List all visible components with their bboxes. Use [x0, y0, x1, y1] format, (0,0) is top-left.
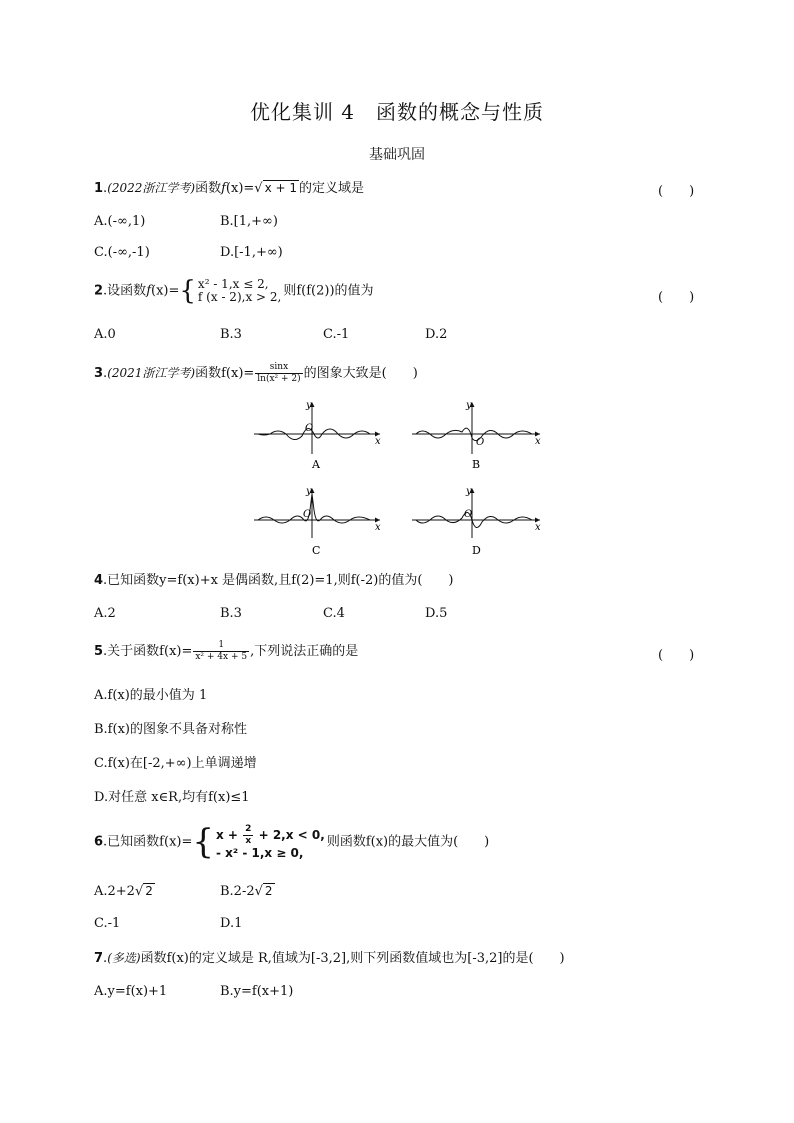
option-c: C.f(x)在[-2,+∞)上单调递增	[94, 756, 257, 771]
denominator: x	[245, 836, 252, 846]
case-2: f (x - 2),x > 2,	[197, 290, 282, 304]
option-c: C.-1	[323, 327, 350, 342]
question-source: (2021浙江学考)	[107, 366, 196, 380]
graph-label: A	[312, 458, 320, 471]
numerator: sinx	[255, 362, 302, 374]
case-1-part: + 2,x < 0,	[254, 828, 325, 842]
question-text: 则函数f(x)的最大值为( )	[326, 834, 490, 850]
case-1	[216, 824, 325, 847]
piecewise-cases	[216, 824, 325, 860]
piecewise-cases	[198, 278, 281, 304]
y-axis-label: y	[466, 486, 472, 497]
function-arg: (x)=	[151, 283, 180, 299]
function-expr: f(x)=	[221, 366, 255, 381]
fraction	[243, 824, 253, 847]
question-number: 5	[94, 644, 104, 659]
sqrt-body: x + 1	[264, 181, 298, 195]
option-b: B.y=f(x+1)	[220, 984, 294, 999]
denominator: ln(x² + 2)	[257, 374, 301, 384]
section-subtitle: 基础巩固	[369, 147, 425, 163]
graph-c	[254, 486, 381, 557]
option-a: A.0	[94, 327, 116, 342]
question-text: 函数	[195, 181, 222, 196]
option-d: D.1	[220, 916, 243, 931]
question-text: .已知函数y=f(x)+x 是偶函数,且f(2)=1,则f(-2)的值为( )	[103, 573, 454, 588]
answer-blank: ( )	[658, 648, 695, 663]
question-number: 2	[94, 283, 104, 299]
option-a: A.(-∞,1)	[94, 214, 146, 229]
x-axis-label: x	[375, 436, 381, 447]
graph-a	[254, 400, 381, 471]
function-arg: (x)=	[225, 181, 255, 196]
question-text: .关于函数f(x)=	[103, 644, 193, 659]
question-4	[94, 573, 453, 589]
option-b-text: B.2-2	[220, 884, 255, 899]
x-axis-label: x	[375, 522, 381, 533]
question-number: 4	[94, 573, 104, 588]
question-text: .已知函数f(x)=	[103, 834, 193, 850]
question-text: .设函数	[103, 283, 147, 299]
answer-blank: ( )	[658, 290, 695, 305]
question-text: ,下列说法正确的是	[250, 644, 359, 659]
graph-label: B	[472, 458, 481, 471]
left-brace: {	[192, 822, 214, 862]
graph-label: C	[312, 544, 321, 557]
option-c: C.(-∞,-1)	[94, 245, 150, 260]
function-name: f	[221, 181, 226, 196]
graph-b	[412, 400, 541, 471]
sqrt-body: 2	[264, 884, 273, 898]
origin-label: O	[476, 437, 485, 448]
option-a: A.2	[94, 606, 116, 621]
y-axis-label: y	[466, 400, 472, 411]
y-axis-label: y	[306, 400, 312, 411]
option-a: A.f(x)的最小值为 1	[94, 688, 208, 703]
question-7: 7.(多选)函数f(x)的定义域是 R,值域为[-3,2],则下列函数值域也为[-3,2]的是( )	[94, 951, 565, 966]
question-number: 6	[94, 834, 104, 850]
page-title: 优化集训 4 函数的概念与性质	[249, 100, 545, 124]
option-d: D.2	[425, 327, 448, 342]
option-b: B.3	[220, 606, 242, 621]
question-number: 7	[94, 951, 104, 966]
function-name: f	[146, 283, 151, 299]
y-axis-label: y	[306, 486, 312, 497]
graph-label: D	[472, 544, 481, 557]
option-d: D.对任意 x∈R,均有f(x)≤1	[94, 790, 250, 805]
question-text: 的定义域是	[299, 181, 365, 196]
option-a: A.y=f(x)+1	[94, 984, 168, 999]
option-c: C.-1	[94, 916, 121, 931]
option-b: B.3	[220, 327, 242, 342]
option-d: D.5	[425, 606, 448, 621]
question-source: (2022浙江学考)	[107, 181, 196, 195]
left-brace: {	[179, 276, 196, 306]
question-2	[94, 278, 374, 304]
numerator: 2	[245, 824, 252, 834]
origin-label: O	[305, 423, 314, 434]
option-a-text: A.2+2	[94, 884, 135, 899]
question-6	[94, 824, 489, 860]
question-3: 3.(2021浙江学考)函数f(x)= $\frac{\sin x}{\text{ln(x² + 2)}}$ 的图象大致是( )	[94, 362, 418, 384]
option-d: D.[-1,+∞)	[220, 245, 283, 260]
x-axis-label: x	[535, 436, 541, 447]
graph-d	[412, 486, 541, 557]
question-number: 3	[94, 366, 104, 381]
question-text: 的图象大致是( )	[303, 366, 418, 381]
numerator: 1	[193, 640, 249, 652]
question-source: (多选)	[107, 951, 141, 965]
origin-label: O	[464, 509, 473, 520]
option-b: B.2-2√ 2	[220, 884, 273, 899]
case-1-part: x +	[216, 828, 243, 842]
question-1: 1.(2022浙江学考)函数f(x)=√ x + 1 的定义域是	[94, 181, 365, 196]
x-axis-label: x	[535, 522, 541, 533]
option-b: B.f(x)的图象不具备对称性	[94, 722, 247, 737]
graph-options	[250, 398, 550, 558]
case-2: - x² - 1,x ≥ 0,	[216, 846, 304, 860]
sqrt-body: 2	[145, 884, 153, 898]
fraction	[255, 362, 302, 385]
question-5	[94, 640, 358, 663]
question-text: 函数f(x)的定义域是 R,值域为[-3,2],则下列函数值域也为[-3,2]的是( )	[140, 951, 565, 966]
denominator: x² + 4x + 5	[195, 652, 248, 662]
fraction	[193, 640, 249, 663]
question-text: 函数	[195, 366, 222, 381]
origin-label: O	[303, 509, 312, 520]
case-1: x² - 1,x ≤ 2,	[197, 277, 269, 291]
option-b: B.[1,+∞)	[220, 214, 278, 229]
answer-blank: ( )	[658, 184, 695, 199]
option-a: A.2+2√ 2	[94, 884, 153, 899]
question-text: 则f(f(2))的值为	[283, 283, 374, 299]
question-number: 1	[94, 181, 104, 196]
option-c: C.4	[323, 606, 345, 621]
